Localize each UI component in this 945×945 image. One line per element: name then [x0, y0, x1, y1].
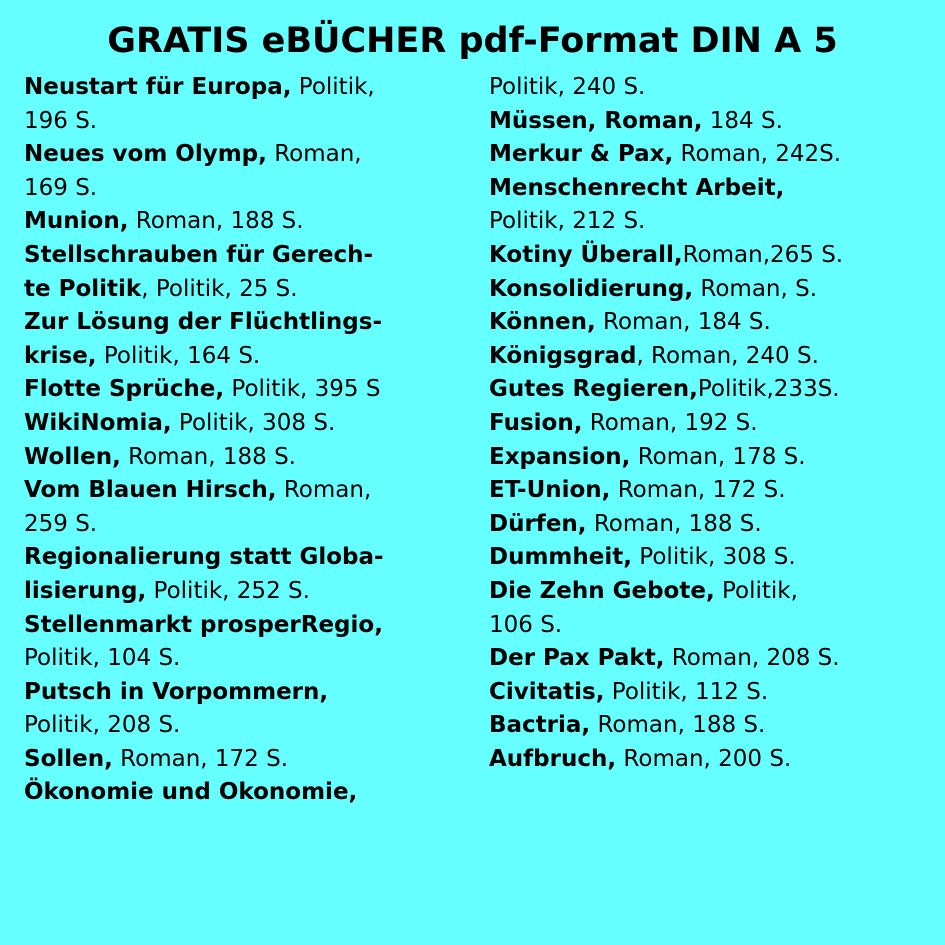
book-details: Roman, 172 S.: [112, 745, 289, 772]
book-list-line: [24, 138, 384, 172]
book-list-line: [24, 373, 384, 407]
book-list-line: [489, 441, 843, 475]
book-details: Politik, 252 S.: [146, 577, 310, 604]
book-title: Fusion,: [489, 409, 583, 436]
book-details: Roman, 188 S.: [120, 443, 296, 470]
book-title: Die Zehn Gebote,: [489, 577, 715, 604]
book-list-line: [24, 306, 384, 340]
book-details: Roman, 188 S.: [586, 510, 762, 537]
book-details: Politik, 164 S.: [96, 342, 261, 369]
book-list-line: [24, 172, 384, 206]
book-details: Roman, 192 S.: [582, 409, 758, 436]
book-title: Neustart für Europa,: [24, 74, 292, 100]
book-list-line: [24, 676, 384, 710]
book-title: Können,: [489, 309, 596, 336]
book-list-line: [24, 239, 384, 273]
book-list-line: [489, 541, 843, 575]
book-details: Roman, S.: [693, 275, 818, 302]
book-list-line: [24, 407, 384, 441]
book-title: Stellenmarkt prosperRegio,: [24, 611, 383, 638]
book-list-line: [489, 642, 843, 676]
book-list-line: [489, 373, 843, 407]
book-title: Stellschrauben für Gerech-: [24, 241, 374, 268]
book-title: WikiNomia,: [24, 409, 172, 436]
book-title: Königsgrad: [489, 342, 637, 369]
book-title: Müssen, Roman,: [489, 107, 703, 134]
book-list-line: [489, 508, 843, 542]
book-list-line: [24, 508, 384, 542]
book-list-line: [24, 273, 384, 307]
book-list-line: [24, 776, 384, 810]
book-list-line: [489, 205, 843, 239]
book-list-line: [489, 743, 843, 777]
book-details: Roman, 184 S.: [595, 309, 771, 336]
book-list-line: [24, 71, 384, 105]
book-list-line: [489, 340, 843, 374]
book-title: Regionalierung statt Globa-: [24, 544, 384, 571]
book-list-line: [489, 71, 843, 105]
book-details: Politik, 240 S.: [489, 74, 646, 100]
book-list-line: [24, 541, 384, 575]
book-details: Politik, 208 S.: [24, 712, 181, 739]
page-title: GRATIS eBÜCHER pdf-Format DIN A 5: [107, 21, 838, 61]
book-list-line: [489, 474, 843, 508]
book-list-line: [24, 709, 384, 743]
book-list-line: [489, 172, 843, 206]
book-list-line: [489, 105, 843, 139]
book-details: , Roman, 240 S.: [636, 342, 819, 369]
book-list-line: [489, 306, 843, 340]
book-list-line: [24, 105, 384, 139]
book-details: Politik, 395 S: [224, 376, 381, 403]
book-details: Politik, 112 S.: [604, 678, 769, 705]
book-details: 106 S.: [489, 611, 563, 638]
book-title: Menschenrecht Arbeit,: [489, 174, 785, 201]
book-details: Politik, 104 S.: [24, 645, 181, 672]
book-list-line: [24, 441, 384, 475]
book-title: Munion,: [24, 208, 129, 235]
book-title: Neues vom Olymp,: [24, 141, 267, 168]
book-details: 169 S.: [24, 174, 98, 201]
book-title: te Politik: [24, 275, 142, 302]
book-title: Dummheit,: [489, 544, 632, 571]
book-title: Wollen,: [24, 443, 121, 470]
book-details: 259 S.: [24, 510, 98, 537]
book-title: Gutes Regieren,: [489, 376, 698, 403]
book-details: 196 S.: [24, 107, 98, 134]
book-details: Politik,: [714, 577, 798, 604]
book-list-line: [489, 575, 843, 609]
book-details: Politik, 308 S.: [632, 544, 796, 571]
book-title: Expansion,: [489, 443, 631, 470]
book-details: Roman, 242S.: [673, 141, 842, 168]
book-details: Roman, 200 S.: [616, 745, 792, 772]
book-list-line: [489, 676, 843, 710]
book-details: Politik, 308 S.: [171, 409, 336, 436]
book-details: Roman,: [266, 141, 362, 168]
book-title: Sollen,: [24, 745, 113, 772]
book-list-line: [24, 340, 384, 374]
book-list-line: [24, 575, 384, 609]
book-title: Vom Blauen Hirsch,: [24, 477, 277, 504]
book-details: Roman, 172 S.: [610, 477, 786, 504]
book-list-line: [489, 709, 843, 743]
book-title: Bactria,: [489, 712, 591, 739]
book-list-line: [489, 407, 843, 441]
book-details: Politik,233S.: [697, 376, 840, 403]
book-list-left-column: [24, 71, 384, 810]
book-title: Kotiny Überall,: [489, 241, 683, 268]
book-title: Flotte Sprüche,: [24, 376, 225, 403]
book-title: ET-Union,: [489, 477, 611, 504]
book-list-line: [489, 273, 843, 307]
book-title: Zur Lösung der Flüchtlings-: [24, 309, 382, 336]
book-title: Putsch in Vorpommern,: [24, 678, 329, 705]
book-title: Dürfen,: [489, 510, 587, 537]
book-details: , Politik, 25 S.: [141, 275, 298, 302]
book-details: Roman, 208 S.: [664, 645, 840, 672]
book-details: 184 S.: [702, 107, 783, 134]
book-list-line: [24, 205, 384, 239]
book-title: Civitatis,: [489, 678, 605, 705]
book-details: Roman,265 S.: [682, 241, 844, 268]
book-list-line: [24, 743, 384, 777]
book-list-line: [489, 609, 843, 643]
book-title: Konsolidierung,: [489, 275, 694, 302]
book-details: Roman, 188 S.: [128, 208, 304, 235]
book-details: Politik,: [291, 74, 375, 100]
book-details: Politik, 212 S.: [489, 208, 646, 235]
book-details: Roman,: [276, 477, 372, 504]
book-list-line: [489, 138, 843, 172]
book-details: Roman, 188 S.: [590, 712, 766, 739]
book-title: Merkur & Pax,: [489, 141, 674, 168]
book-list-right-column: [489, 71, 843, 776]
book-list-line: [24, 474, 384, 508]
book-list-line: [24, 609, 384, 643]
book-list-line: [24, 642, 384, 676]
book-title: Ökonomie und Okonomie,: [24, 779, 358, 806]
book-title: lisierung,: [24, 577, 147, 604]
book-title: Aufbruch,: [489, 745, 617, 772]
book-list-line: [489, 239, 843, 273]
book-title: Der Pax Pakt,: [489, 645, 665, 672]
book-title: krise,: [24, 342, 97, 369]
book-details: Roman, 178 S.: [630, 443, 806, 470]
